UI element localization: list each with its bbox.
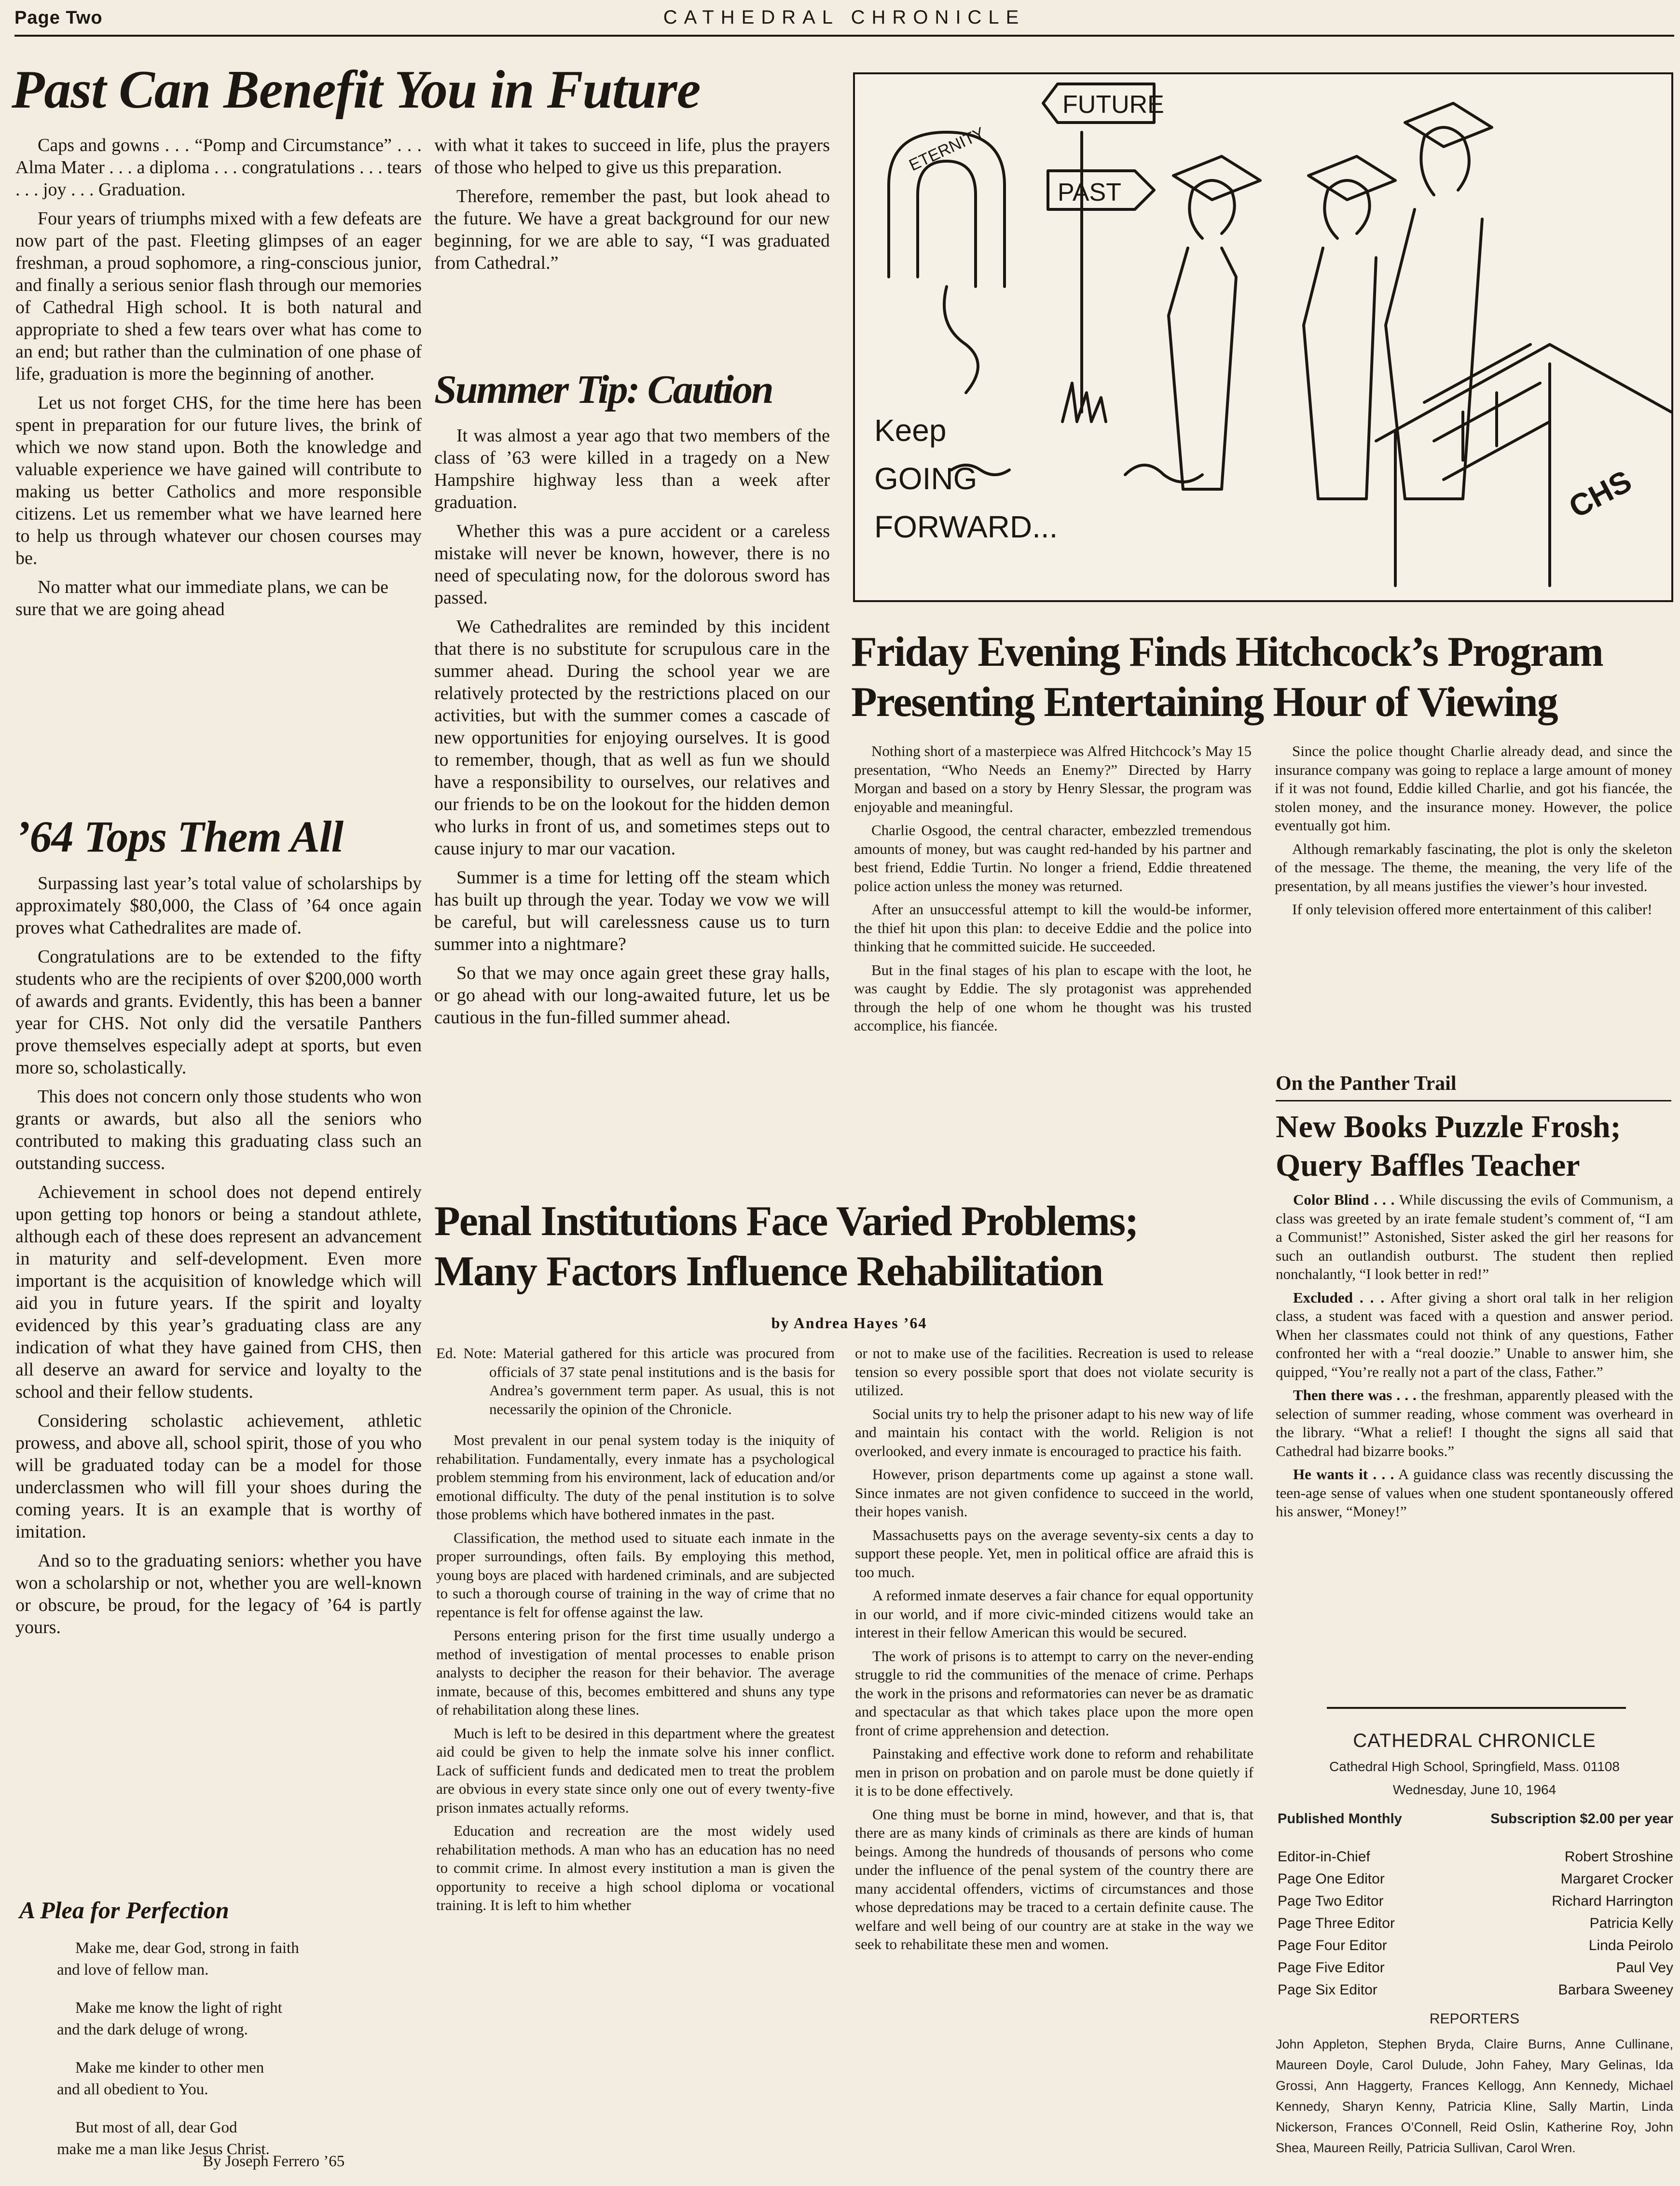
penal-byline: by Andrea Hayes ’64 <box>771 1314 927 1332</box>
paragraph: Much is left to be desired in this department where the greatest aid could be given to help the inmate solve his inner conflict. Lack of sufficient funds and dedicated men to treat the problem are obvious in every state since only one out of every twenty-five prison inmates actually reforms. <box>436 1724 835 1816</box>
grad-cap <box>1308 156 1395 200</box>
poem-line: and love of fellow man. <box>57 1961 209 1979</box>
staff-role: Editor-in-Chief <box>1278 1849 1370 1865</box>
staff-role: Page Three Editor <box>1278 1915 1395 1931</box>
staff-row <box>1278 1957 1673 1979</box>
grad-cap <box>1405 103 1492 147</box>
paragraph: Classification, the method used to situate each inmate in the proper surroundings, often fails. By employing this method, young boys are placed with hardened criminals, and are subjected to such a thorough course of training in the way of crime that no repentance is felt for offense against the law. <box>436 1529 835 1621</box>
paragraph: If only television offered more entertainment of this caliber! <box>1292 901 1652 918</box>
staff-row <box>1278 1846 1673 1868</box>
panther-item <box>1276 1289 1673 1382</box>
staff-role: Page Four Editor <box>1278 1938 1387 1953</box>
article-hitchcock-col2 <box>1275 742 1672 924</box>
paragraph: Persons entering prison for the first time usually undergo a method of investigation of mental processes to enable prison analysts to decipher the reason for their behavior. The average inmate, because of this, becomes embittered and shuns any type of rehabilitation along these lines. <box>436 1627 835 1718</box>
headline-line: Many Factors Influence Rehabilitation <box>434 1248 1103 1295</box>
panther-items <box>1276 1191 1673 1526</box>
staff-name: Richard Harrington <box>1552 1893 1673 1909</box>
article-past-col2 <box>434 134 830 281</box>
caption-line: FORWARD... <box>874 509 1058 544</box>
paragraph: But in the final stages of his plan to escape with the loot, he was caught by Eddie. The sly protagonist was apprehended through the help of one whom he thought was his trusted accomplice, his fiancée. <box>854 961 1252 1034</box>
headline-summer: Summer Tip: Caution <box>434 367 772 412</box>
paragraph: Let us not forget CHS, for the time here has been spent in preparation for our future lives, the brink of which we now stand upon. Both the knowledge and valuable experience we have gained will contribute to making us better Catholics and more responsible citizens. Let us remember what we have learned here to help us through whatever our chosen courses may be. <box>15 393 422 568</box>
paragraph: However, prison departments come up against a stone wall. Since inmates are not given confidence to succeed in the world, their hopes vanish. <box>855 1466 1253 1520</box>
paragraph: Social units try to help the prisoner adapt to his new way of life and maintain his contact with the world. Religion is not overlooked, and every inmate is encouraged to practice his faith. <box>855 1405 1253 1459</box>
poem-byline: By Joseph Ferrero ’65 <box>203 2153 345 2170</box>
figure-gown <box>1304 248 1376 499</box>
item-lead: Color Blind . . . <box>1293 1191 1395 1208</box>
item-text: While discussing the evils of Communism, a class was greeted by an irate female student’s comment of, “I am a Communist!” Astonished, Sister asked the girl her reasons for such an outlandish outburst. The student then replied nonchalantly, “I look better in red!” <box>1276 1191 1673 1282</box>
item-lead: Then there was . . . <box>1293 1387 1417 1403</box>
future-sign-text: FUTURE <box>1062 91 1164 119</box>
reporters-list: John Appleton, Stephen Bryda, Claire Burns, Anne Cullinane, Maureen Doyle, Carol Dulude, John Fahey, Mary Gelinas, Ida Grossi, Ann Haggerty, Frances Kellogg, Ann Kennedy, Michael Kennedy, Sharyn Kenny, Patricia Kline, Sally Martin, Linda Nickerson, Frances O’Connell, Reid Oslin, Katherine Roy, John Shea, Maureen Reilly, Patricia Sullivan, Carol Wren. <box>1276 2037 1673 2155</box>
building-windows <box>1424 344 1550 480</box>
article-hitchcock-col1 <box>854 742 1252 1040</box>
published-label: Published Monthly <box>1278 1811 1402 1827</box>
editor-note: Ed. Note: Material gathered for this article was procured from officials of 37 state penal institutions and is the basis for Andrea’s government term paper. As usual, this is not necessarily the opinion of the Chronicle. <box>436 1345 835 1417</box>
paragraph: Therefore, remember the past, but look ahead to the future. We have a great background for our new beginning, for we are able to say, “I was graduated from Cathedral.” <box>434 186 830 273</box>
paragraph: One thing must be borne in mind, however, and that is, that there are as many kinds of criminals as there are kinds of human beings. Among the hundreds of thousands of persons who come under the influence of the penal system of the country there are many accidental offenders, victims of circumstances and those whose depredations may be traced to a certain definite cause. The welfare and well being of our country are at stake in the way we seek to rehabilitate these men and women. <box>855 1805 1253 1952</box>
paragraph: Summer is a time for letting off the steam which has built up through the year. Today we vow we will be careful, but will carelessness cause us to turn summer into a nightmare? <box>434 867 830 954</box>
masthead-address: Cathedral High School, Springfield, Mass. 01108 <box>1329 1759 1620 1774</box>
paragraph: Whether this was a pure accident or a careless mistake will never be known, however, there is no need of speculating now, for the dolorous sword has passed. <box>434 521 830 608</box>
article-tops <box>15 872 422 1645</box>
poem-line: But most of all, dear God <box>75 2119 237 2136</box>
grad-cap <box>1173 156 1260 200</box>
item-text: After giving a short oral talk in her religion class, a student was faced with a question and answer period. When her classmates could not think of any questions, Father confronted her with a “real doozie.” Unable to answer him, she quipped, “You’re really not a part of the class, Father.” <box>1276 1289 1674 1380</box>
article-past-col1 <box>15 134 422 627</box>
poem-stanza <box>19 2057 425 2101</box>
poem-line: and the dark deluge of wrong. <box>57 2021 248 2038</box>
paragraph: Education and recreation are the most widely used rehabilitation methods. A man who has an education has no need to commit crime. In almost every institution a man is given the opportunity to receive a high school diploma or vocational training. It is left to him whether <box>436 1822 835 1913</box>
item-text: A guidance class was recently discussing the teen-age sense of values when one student spontaneously offered his answer, “Money!” <box>1276 1466 1673 1520</box>
paragraph: No matter what our immediate plans, we can be sure that we are going ahead <box>15 577 389 619</box>
paragraph: It was almost a year ago that two members of the class of ’63 were killed in a tragedy on a New Hampshire highway less than a week after graduation. <box>434 426 830 512</box>
headline-past: Past Can Benefit You in Future <box>12 60 701 120</box>
grass <box>1062 383 1106 422</box>
path-line <box>944 287 978 393</box>
masthead-box-title: CATHEDRAL CHRONICLE <box>1353 1730 1596 1751</box>
paragraph: Considering scholastic achievement, athletic prowess, and above all, school spirit, those of you who will be graduated today can be a model for those underclassmen who will fill your shoes during the coming years. It is an example that is worthy of imitation. <box>15 1411 422 1542</box>
page-label: Page Two <box>14 8 103 28</box>
running-head <box>14 3 1674 37</box>
masthead-date: Wednesday, June 10, 1964 <box>1392 1782 1556 1797</box>
paragraph: Caps and gowns . . . “Pomp and Circumstance” . . . Alma Mater . . . a diploma . . . congratulations . . . tears . . . joy . . . Graduation. <box>15 135 422 200</box>
squiggle <box>1125 465 1202 482</box>
headline-line: Friday Evening Finds Hitchcock’s Program <box>851 629 1603 675</box>
paragraph: Achievement in school does not depend entirely upon getting top honors or being a standout athlete, although each of these does represent an advancement in maturity and self-development. Even more important is the acquisition of knowledge which will aid you in future years. If the spirit and loyalty evidenced by this year’s graduating class are any indication of what they have gained from CHS, then all deserve an award for service and loyalty to the school and their fellow students. <box>15 1182 422 1402</box>
paragraph: Surpassing last year’s total value of scholarships by approximately $80,000, the Class of ’64 once again proves what Cathedralites are made of. <box>15 873 422 938</box>
masthead-title: CATHEDRAL CHRONICLE <box>663 7 1026 28</box>
poem-stanza <box>19 1997 425 2041</box>
panther-item <box>1276 1191 1673 1284</box>
paragraph: Most prevalent in our penal system today is the iniquity of rehabilitation. Fundamentally, every inmate has a psychological problem stemming from his environment, lack of education and/or emotional difficulty. The duty of the penal institution is to solve those problems which have bothered inmates in the past. <box>436 1431 835 1523</box>
headline-hitchcock <box>851 627 1671 728</box>
staff-name: Patricia Kelly <box>1589 1915 1673 1931</box>
poem-line: make me a man like Jesus Christ. <box>57 2141 270 2158</box>
arch-inner <box>918 161 976 287</box>
building-label: CHS <box>1563 463 1638 525</box>
staff-name: Barbara Sweeney <box>1558 1982 1673 1998</box>
arch-text: ETERNITY <box>906 124 988 175</box>
paragraph: Since the police thought Charlie already dead, and since the insurance company was going to replace a large amount of money if it was not found, Eddie killed Charlie, and got his fiancée, the stolen money, and the insurance money. However, the police eventually got him. <box>1275 742 1672 834</box>
poem-line: Make me, dear God, strong in faith <box>75 1939 299 1957</box>
paragraph: Painstaking and effective work done to reform and rehabilitate men in prison on probation and on parole must be done quietly if it is to be done effectively. <box>855 1745 1253 1799</box>
paragraph: Charlie Osgood, the central character, embezzled tremendous amounts of money, but was caught red-handed by his partner and best friend, Eddie Turtin. No longer a friend, Eddie threatened police action unless the money was returned. <box>854 822 1252 894</box>
panther-item <box>1276 1386 1673 1460</box>
masthead-rule <box>1327 1707 1626 1709</box>
paragraph: After an unsuccessful attempt to kill the would-be informer, the thief hit upon this plan: to deceive Eddie and the police into thinking that he committed suicide. He succeeded. <box>854 901 1252 955</box>
paragraph: Four years of triumphs mixed with a few defeats are now part of the past. Fleeting glimpses of an eager freshman, a proud sophomore, a ring-conscious junior, and finally a serious senior flash through our memories of Cathedral High school. It is both natural and appropriate to shed a few tears over what has come to an end; but rather than the culmination of one phase of life, graduation is more the beginning of another. <box>15 208 422 384</box>
panther-item <box>1276 1465 1673 1521</box>
headline-panther <box>1276 1108 1676 1185</box>
paragraph: This does not concern only those students who won grants or awards, but also all the seniors who contributed to making this graduating class such an outstanding success. <box>15 1086 422 1173</box>
paragraph: or not to make use of the facilities. Recreation is used to release tension so every possible sport that does not violate security is utilized. <box>855 1345 1253 1399</box>
staff-row <box>1278 1935 1673 1957</box>
staff-row <box>1278 1868 1673 1890</box>
staff-row <box>1278 1912 1673 1935</box>
paragraph: Although remarkably fascinating, the plot is only the skeleton of the message. The theme, the meaning, the very life of the presentation, by all means justifies the viewer’s hour invested. <box>1275 840 1672 894</box>
kicker-rule <box>1276 1100 1671 1101</box>
caption-line: GOING <box>874 461 978 496</box>
item-lead: He wants it . . . <box>1293 1466 1394 1483</box>
building-walls <box>1395 364 1550 586</box>
reporters-heading: REPORTERS <box>1429 2011 1520 2027</box>
poem-line: Make me know the light of right <box>75 1999 282 2017</box>
caption-line: Keep <box>874 413 947 448</box>
paragraph: Nothing short of a masterpiece was Alfred Hitchcock’s May 15 presentation, “Who Needs an Enemy?” Directed by Harry Morgan and based on a story by Henry Slessar, the program was enjoyable and meaningful. <box>854 742 1252 815</box>
staff-name: Robert Stroshine <box>1564 1849 1673 1865</box>
panther-kicker: On the Panther Trail <box>1276 1072 1457 1095</box>
item-lead: Excluded . . . <box>1293 1289 1385 1306</box>
article-penal-col2 <box>855 1344 1253 1959</box>
staff-row <box>1278 1890 1673 1912</box>
item-text: the freshman, apparently pleased with the selection of summer reading, whose comment was overheard in the library. “What a relief! I thought the signs all said that Cathedral had bizarre books.” <box>1276 1387 1673 1459</box>
poem-line: Make me kinder to other men <box>75 2059 264 2076</box>
staff-name: Paul Vey <box>1616 1960 1673 1976</box>
paragraph: So that we may once again greet these gray halls, or go ahead with our long-awaited future, let us be cautious in the fun-filled summer ahead. <box>434 963 830 1028</box>
cartoon-drawing <box>855 74 1671 600</box>
staff-role: Page One Editor <box>1278 1871 1385 1887</box>
poem-stanza <box>19 1938 425 1981</box>
staff-name: Linda Peirolo <box>1588 1938 1673 1953</box>
article-summer <box>434 425 830 1035</box>
poem-title: A Plea for Perfection <box>19 1897 229 1924</box>
past-sign-text: PAST <box>1058 179 1121 206</box>
headline-line: Penal Institutions Face Varied Problems; <box>434 1198 1138 1245</box>
paragraph: The work of prisons is to attempt to carry on the never-ending struggle to rid the communities of the menace of crime. Perhaps the work in the prisons and reformatories can never be as dramatic and spectacular as that which takes place upon the more open front of crime apprehension and detection. <box>855 1647 1253 1739</box>
paragraph: And so to the graduating seniors: whether you have won a scholarship or not, whether you are well-known or obscure, be proud, for the legacy of ’64 is partly yours. <box>15 1551 422 1637</box>
poem-body <box>19 1938 425 2177</box>
headline-tops: ’64 Tops Them All <box>15 812 344 861</box>
headline-line: Query Baffles Teacher <box>1276 1148 1580 1183</box>
article-penal-col1 <box>436 1344 835 1920</box>
figure-gown <box>1169 248 1236 489</box>
paragraph: A reformed inmate deserves a fair chance for equal opportunity in our world, and if more civic-minded citizens would take an interest in their fellow American this would be secured. <box>855 1587 1253 1641</box>
paragraph: Congratulations are to be extended to the fifty students who are the recipients of over $200,000 worth of awards and grants. Evidently, this has been a banner year for CHS. Not only did the versatile Panthers prove themselves especially adept at sports, but even more so, scholastically. <box>15 947 422 1078</box>
paragraph: with what it takes to succeed in life, plus the prayers of those who helped to give us this preparation. <box>434 135 830 178</box>
figure-gown <box>1386 209 1482 499</box>
paragraph: We Cathedralites are reminded by this incident that there is no substitute for scrupulous care in the summer ahead. During the school year we are relatively protected by the restrictions placed on our activities, but with the summer comes a cascade of new opportunities for enjoying ourselves. It is good to remember, though, that as well as fun we should have a responsibility to ourselves, our relatives and our friends to be on the lookout for the hidden demon who lurks in front of us, and sometimes steps out to cause injury to mar our vacation. <box>434 617 830 859</box>
headline-penal <box>434 1196 1274 1297</box>
staff-role: Page Five Editor <box>1278 1960 1385 1976</box>
paragraph: Massachusetts pays on the average seventy-six cents a day to support these people. Yet, men in political office are afraid this is too much. <box>855 1526 1253 1581</box>
cartoon-illustration <box>853 72 1673 602</box>
staff-role: Page Six Editor <box>1278 1982 1377 1998</box>
staff-row <box>1278 1979 1673 2001</box>
staff-role: Page Two Editor <box>1278 1893 1384 1909</box>
subscription-label: Subscription $2.00 per year <box>1490 1811 1673 1827</box>
poem-line: and all obedient to You. <box>57 2081 208 2098</box>
headline-line: Presenting Entertaining Hour of Viewing <box>851 679 1557 726</box>
headline-line: New Books Puzzle Frosh; <box>1276 1109 1621 1144</box>
staff-name: Margaret Crocker <box>1560 1871 1673 1887</box>
